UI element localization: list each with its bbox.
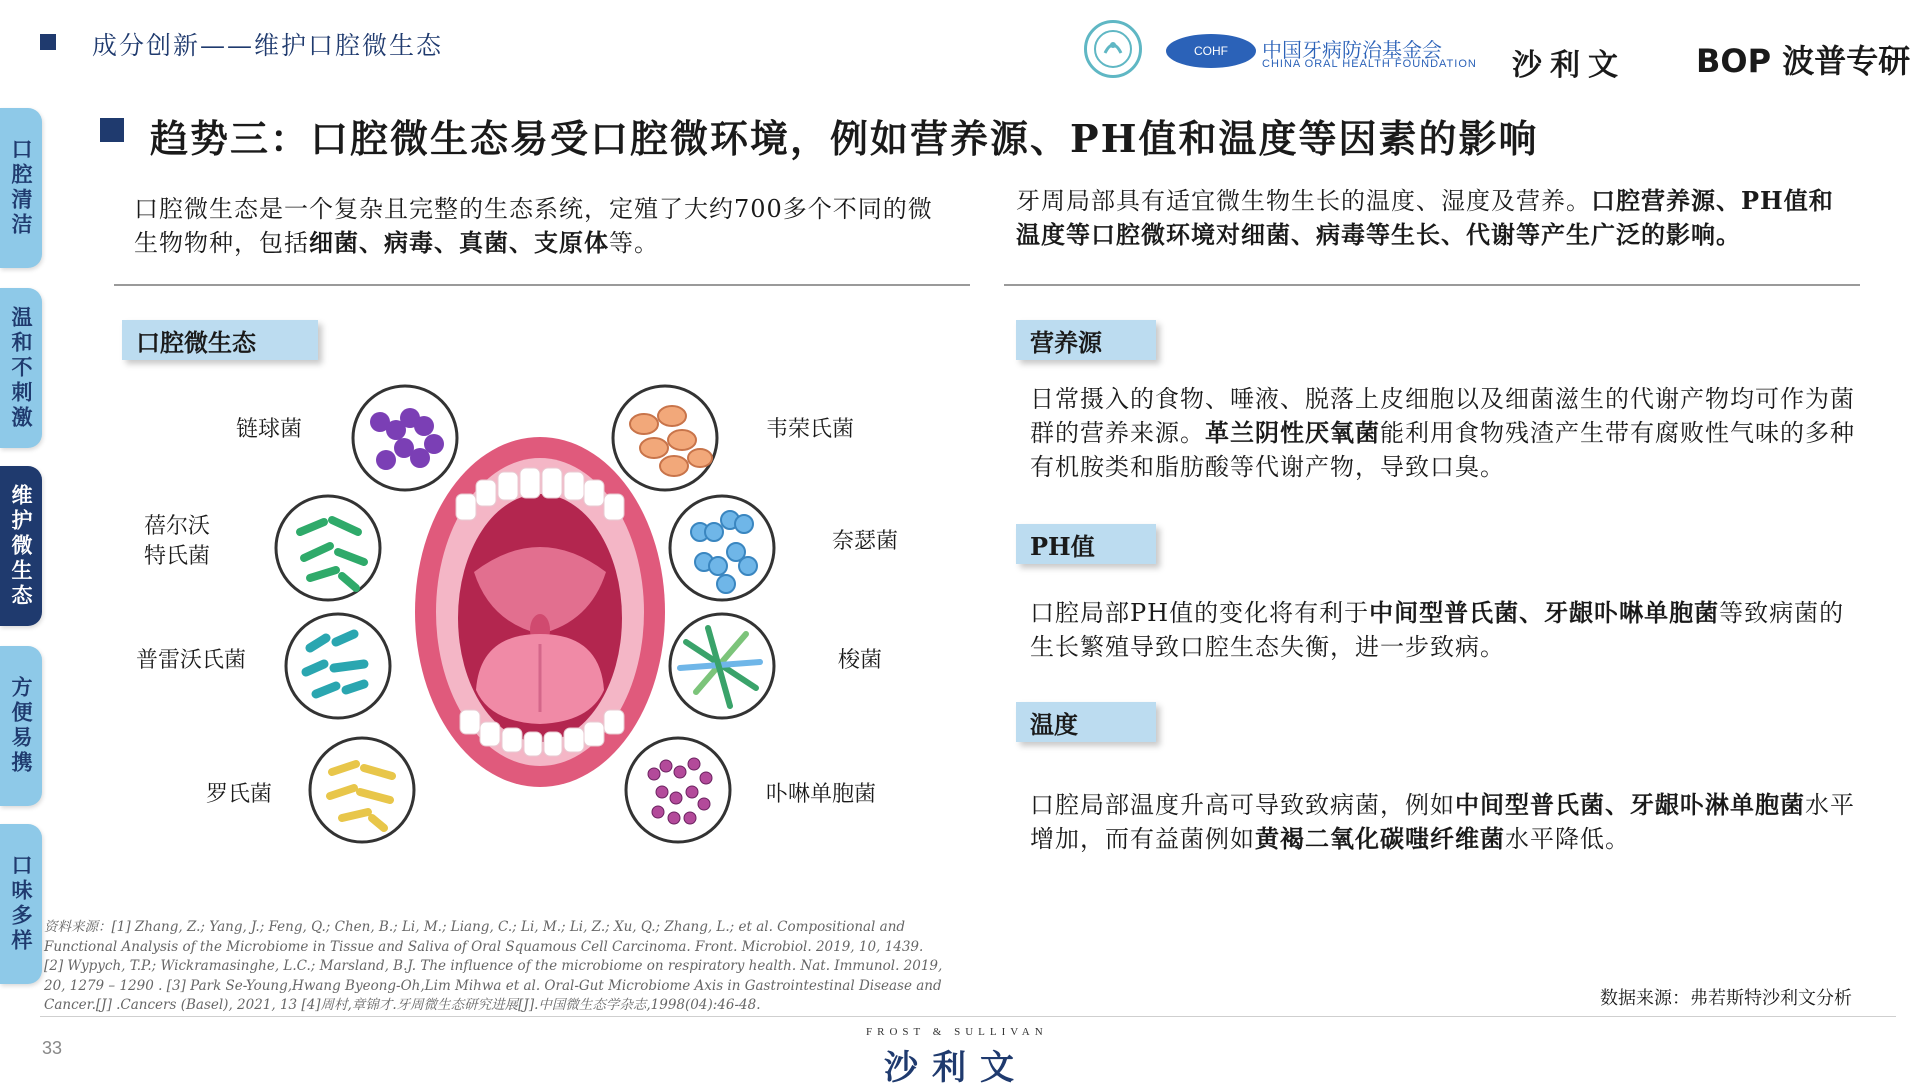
gardnerella-circle-icon bbox=[276, 496, 380, 600]
porphyromonas-circle-icon bbox=[626, 738, 730, 842]
ecology-tag: 口腔微生态 bbox=[122, 320, 318, 360]
nutrient-tag: 营养源 bbox=[1016, 320, 1156, 360]
label-rothia: 罗氏菌 bbox=[206, 782, 273, 807]
sidebar-tab-label: 口腔清洁 bbox=[9, 138, 34, 238]
intro-left: 口腔微生态是一个复杂且完整的生态系统，定殖了大约700多个不同的微生物物种，包括细菌、病毒、真菌、支原体等。 bbox=[134, 195, 933, 257]
label-streptococcus: 链球菌 bbox=[236, 417, 303, 442]
cohf-logo-en: CHINA ORAL HEALTH FOUNDATION bbox=[1262, 58, 1477, 70]
intro-right: 牙周局部具有适宜微生物生长的温度、湿度及营养。口腔营养源、PH值和温度等口腔微环境对细菌、病毒等生长、代谢等产生广泛的影响。 bbox=[1016, 186, 1834, 249]
label-prevotella: 普雷沃氏菌 bbox=[136, 648, 247, 673]
open-mouth-icon bbox=[415, 437, 665, 787]
oral-microbiome-illustration bbox=[260, 372, 820, 852]
references-footnote: 资料来源：[1] Zhang, Z.; Yang, J.; Feng, Q.; Chen, B.; Li, M.; Liang, C.; Li, M.; Li, Z.; Xu, Q.; Zhang, L.; et al. Compositional and Functional Analysis of the Microbiome in Tissue and Saliva of Oral Squamous Cell Carcinoma. Front. Microbiol. 2019, 10, 1439. [2] Wypych, T.P.; Wickramasinghe, L.C.; Marsland, B.J. The influence of the microbiome on respiratory health. Nat. Immunol. 2019, 20, 1279 – 1290 . [3] Park Se-Young,Hwang Byeong-Oh,Lim Mihwa et al. Oral-Gut Microbiome Axis in Gastrointestinal Disease and Cancer.[J] .Cancers (Basel), 2021, 13 [4]周村,章锦才.牙周微生态研究进展[J].中国微生态学杂志,1998(04):46-48. bbox=[44, 919, 943, 1013]
sidebar-tab-label: 方便易携 bbox=[9, 676, 34, 776]
sidebar-tab-flavors[interactable] bbox=[0, 824, 42, 984]
streptococcus-circle-icon bbox=[353, 386, 457, 490]
temperature-paragraph: 口腔局部温度升高可导致致病菌，例如中间型普氏菌、牙龈卟淋单胞菌水平增加，而有益菌例如黄褐二氧化碳嗤纤维菌水平降低。 bbox=[1030, 790, 1855, 853]
nutrient-paragraph: 日常摄入的食物、唾液、脱落上皮细胞以及细菌滋生的代谢产物均可作为菌群的营养来源。革兰阴性厌氧菌能利用食物残渣产生带有腐败性气味的多种有机胺类和脂肪酸等代谢产物，导致口臭。 bbox=[1030, 385, 1855, 481]
veillonella-circle-icon bbox=[613, 386, 717, 490]
page-title: 趋势三：口腔微生态易受口腔微环境，例如营养源、PH值和温度等因素的影响 bbox=[150, 116, 1539, 161]
bop-logo: BOP 波普专研 bbox=[1696, 42, 1911, 80]
label-veillonella: 韦荣氏菌 bbox=[766, 417, 855, 442]
sidebar-tab-label: 温和不刺激 bbox=[9, 305, 34, 431]
data-source: 数据来源：弗若斯特沙利文分析 bbox=[1600, 988, 1852, 1009]
frost-sullivan-logo-cn: 沙利文 bbox=[884, 1048, 1028, 1088]
divider-left bbox=[114, 284, 970, 286]
cohf-logo-cn: 中国牙病防治基金会 bbox=[1262, 38, 1442, 62]
label-porphyromonas: 卟啉单胞菌 bbox=[766, 782, 877, 807]
salee-logo: 沙利文 bbox=[1512, 48, 1626, 83]
label-gardnerella-2: 特氏菌 bbox=[144, 544, 211, 569]
title-bullet bbox=[100, 118, 124, 142]
seal-logo-icon bbox=[1084, 20, 1142, 78]
cohf-logo-badge: COHF bbox=[1166, 34, 1256, 68]
rothia-circle-icon bbox=[310, 738, 414, 842]
label-gardnerella-1: 蓓尔沃 bbox=[144, 514, 211, 539]
prevotella-circle-icon bbox=[286, 614, 390, 718]
sidebar-tab-label: 维护微生态 bbox=[9, 483, 34, 609]
header-bullet bbox=[40, 34, 56, 50]
sidebar-tab-gentle[interactable] bbox=[0, 288, 42, 448]
temperature-tag: 温度 bbox=[1016, 702, 1156, 742]
section-title: 成分创新——维护口腔微生态 bbox=[92, 31, 444, 60]
sidebar-tab-cleaning[interactable] bbox=[0, 108, 42, 268]
ph-paragraph: 口腔局部PH值的变化将有利于中间型普氏菌、牙龈卟啉单胞菌等致病菌的生长繁殖导致口腔生态失衡，进一步致病。 bbox=[1030, 598, 1845, 661]
ph-tag: PH值 bbox=[1016, 524, 1156, 564]
page-number: 33 bbox=[42, 1038, 63, 1058]
footer-divider bbox=[40, 1016, 1896, 1017]
sidebar-tab-microecology[interactable] bbox=[0, 466, 42, 626]
frost-sullivan-logo-en: FROST & SULLIVAN bbox=[866, 1026, 1048, 1038]
sidebar-tab-portable[interactable] bbox=[0, 646, 42, 806]
divider-right bbox=[1004, 284, 1860, 286]
label-neisseria: 奈瑟菌 bbox=[832, 529, 899, 554]
neisseria-circle-icon bbox=[670, 496, 774, 600]
fusobacterium-circle-icon bbox=[670, 614, 774, 718]
label-fusobacterium: 梭菌 bbox=[838, 648, 883, 673]
sidebar-tab-label: 口味多样 bbox=[9, 854, 34, 954]
